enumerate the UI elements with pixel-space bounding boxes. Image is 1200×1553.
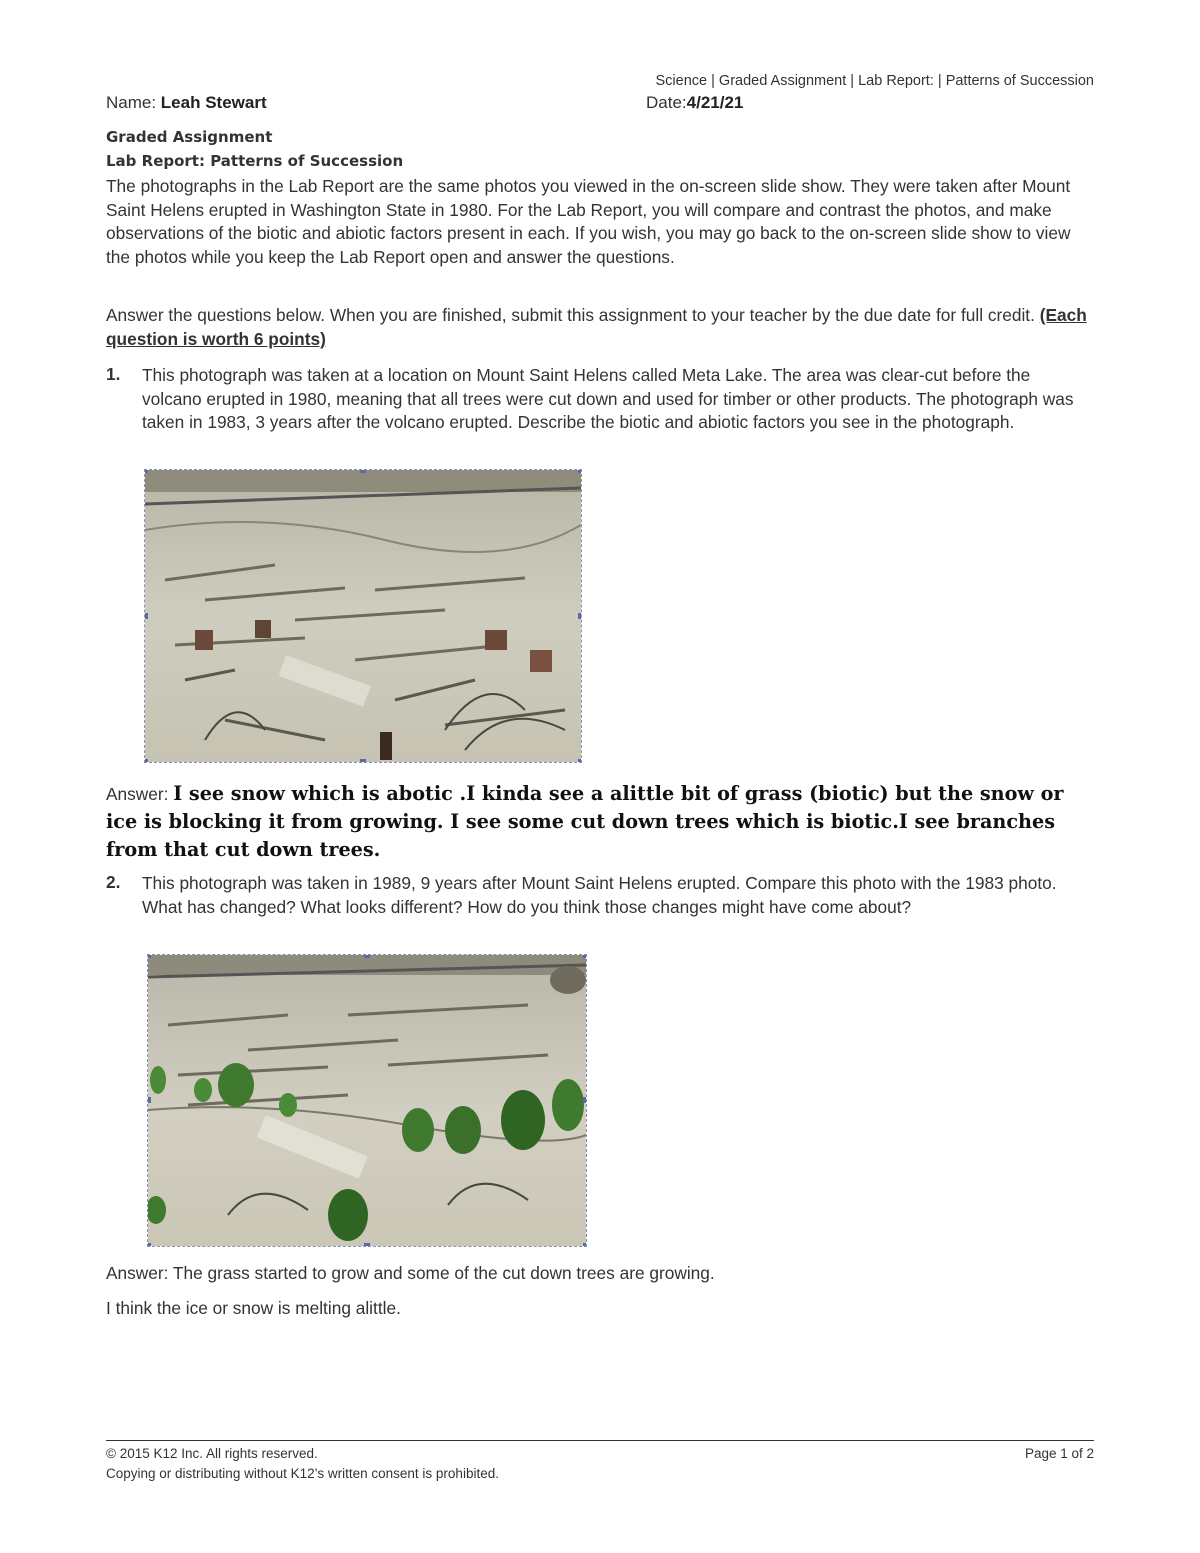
answer-label: Answer: — [106, 1263, 173, 1283]
question-2-answer — [106, 1262, 1096, 1286]
resize-handle[interactable] — [147, 1097, 151, 1103]
date-value: 4/21/21 — [686, 93, 744, 112]
photo-1989-regrowth — [147, 954, 587, 1247]
footer-notice: Copying or distributing without K12’s written consent is prohibited. — [106, 1466, 499, 1481]
resize-handle[interactable] — [578, 613, 582, 619]
answer-text: The grass started to grow and some of the cut down trees are growing. — [172, 1263, 715, 1283]
answer-label: Answer: — [106, 784, 174, 804]
resize-handle[interactable] — [360, 469, 366, 473]
question-1-text: This photograph was taken at a location on Mount Saint Helens called Meta Lake. The area was clear-cut before the volcano erupted in 1980, meaning that all trees were cut down and used for timber or other products. The photograph was taken in 1983, 3 years after the volcano erupted. Describe the biotic and abiotic factors you see in the photograph. — [142, 365, 1074, 432]
points-note: (Each question is worth 6 points) — [106, 305, 1087, 349]
resize-handle[interactable] — [583, 1243, 587, 1247]
instructions-text: Answer the questions below. When you are finished, submit this assignment to your teacher by the due date for full credit. — [106, 305, 1040, 325]
resize-handle[interactable] — [144, 613, 148, 619]
resize-handle[interactable] — [144, 759, 148, 763]
assignment-title: Graded Assignment — [106, 128, 273, 146]
footer-page-number: Page 1 of 2 — [1024, 1446, 1094, 1461]
header-breadcrumb: Science | Graded Assignment | Lab Report: | Patterns of Succession — [655, 73, 1094, 89]
answer-text: I see snow which is abotic .I kinda see a alittle bit of grass (biotic) but the snow or ice is blocking it from growing. I see some cut down trees which is biotic.I see branches from that cut down trees. — [106, 782, 1064, 861]
student-name: Leah Stewart — [160, 93, 267, 112]
question-2-number: 2. — [106, 872, 121, 892]
photo-1983-meta-lake — [144, 469, 582, 763]
resize-handle[interactable] — [583, 1097, 587, 1103]
resize-handle[interactable] — [364, 954, 370, 958]
resize-handle[interactable] — [147, 954, 151, 958]
lab-title: Lab Report: Patterns of Succession — [106, 152, 404, 170]
date-label: Date: — [646, 93, 687, 112]
resize-handle[interactable] — [578, 759, 582, 763]
name-label: Name: — [106, 93, 161, 112]
footer-rule — [106, 1440, 1094, 1441]
intro-paragraph: The photographs in the Lab Report are the same photos you viewed in the on-screen slide show. They were taken after Mount Saint Helens erupted in Washington State in 1980. For the Lab Report, you will compare and contrast the photos, and make observations of the biotic and abiotic factors present in each. If you wish, you may go back to the on-screen slide show to view the photos while you keep the Lab Report open and answer the questions. — [106, 176, 1071, 267]
resize-handle[interactable] — [360, 759, 366, 763]
resize-handle[interactable] — [364, 1243, 370, 1247]
question-1-number: 1. — [106, 364, 121, 384]
footer-copyright: © 2015 K12 Inc. All rights reserved. — [106, 1446, 318, 1461]
resize-handle[interactable] — [578, 469, 582, 473]
question-2-answer-extra: I think the ice or snow is melting alittle. — [106, 1298, 401, 1318]
date-line — [646, 93, 743, 113]
instructions-paragraph — [106, 304, 1096, 351]
question-1-answer — [106, 780, 1096, 864]
resize-handle[interactable] — [147, 1243, 151, 1247]
student-name-line — [106, 93, 267, 113]
question-2-text: This photograph was taken in 1989, 9 years after Mount Saint Helens erupted. Compare this photo with the 1983 photo. What has changed? What looks different? How do you think those changes might have come about? — [142, 873, 1057, 917]
resize-handle[interactable] — [144, 469, 148, 473]
resize-handle[interactable] — [583, 954, 587, 958]
